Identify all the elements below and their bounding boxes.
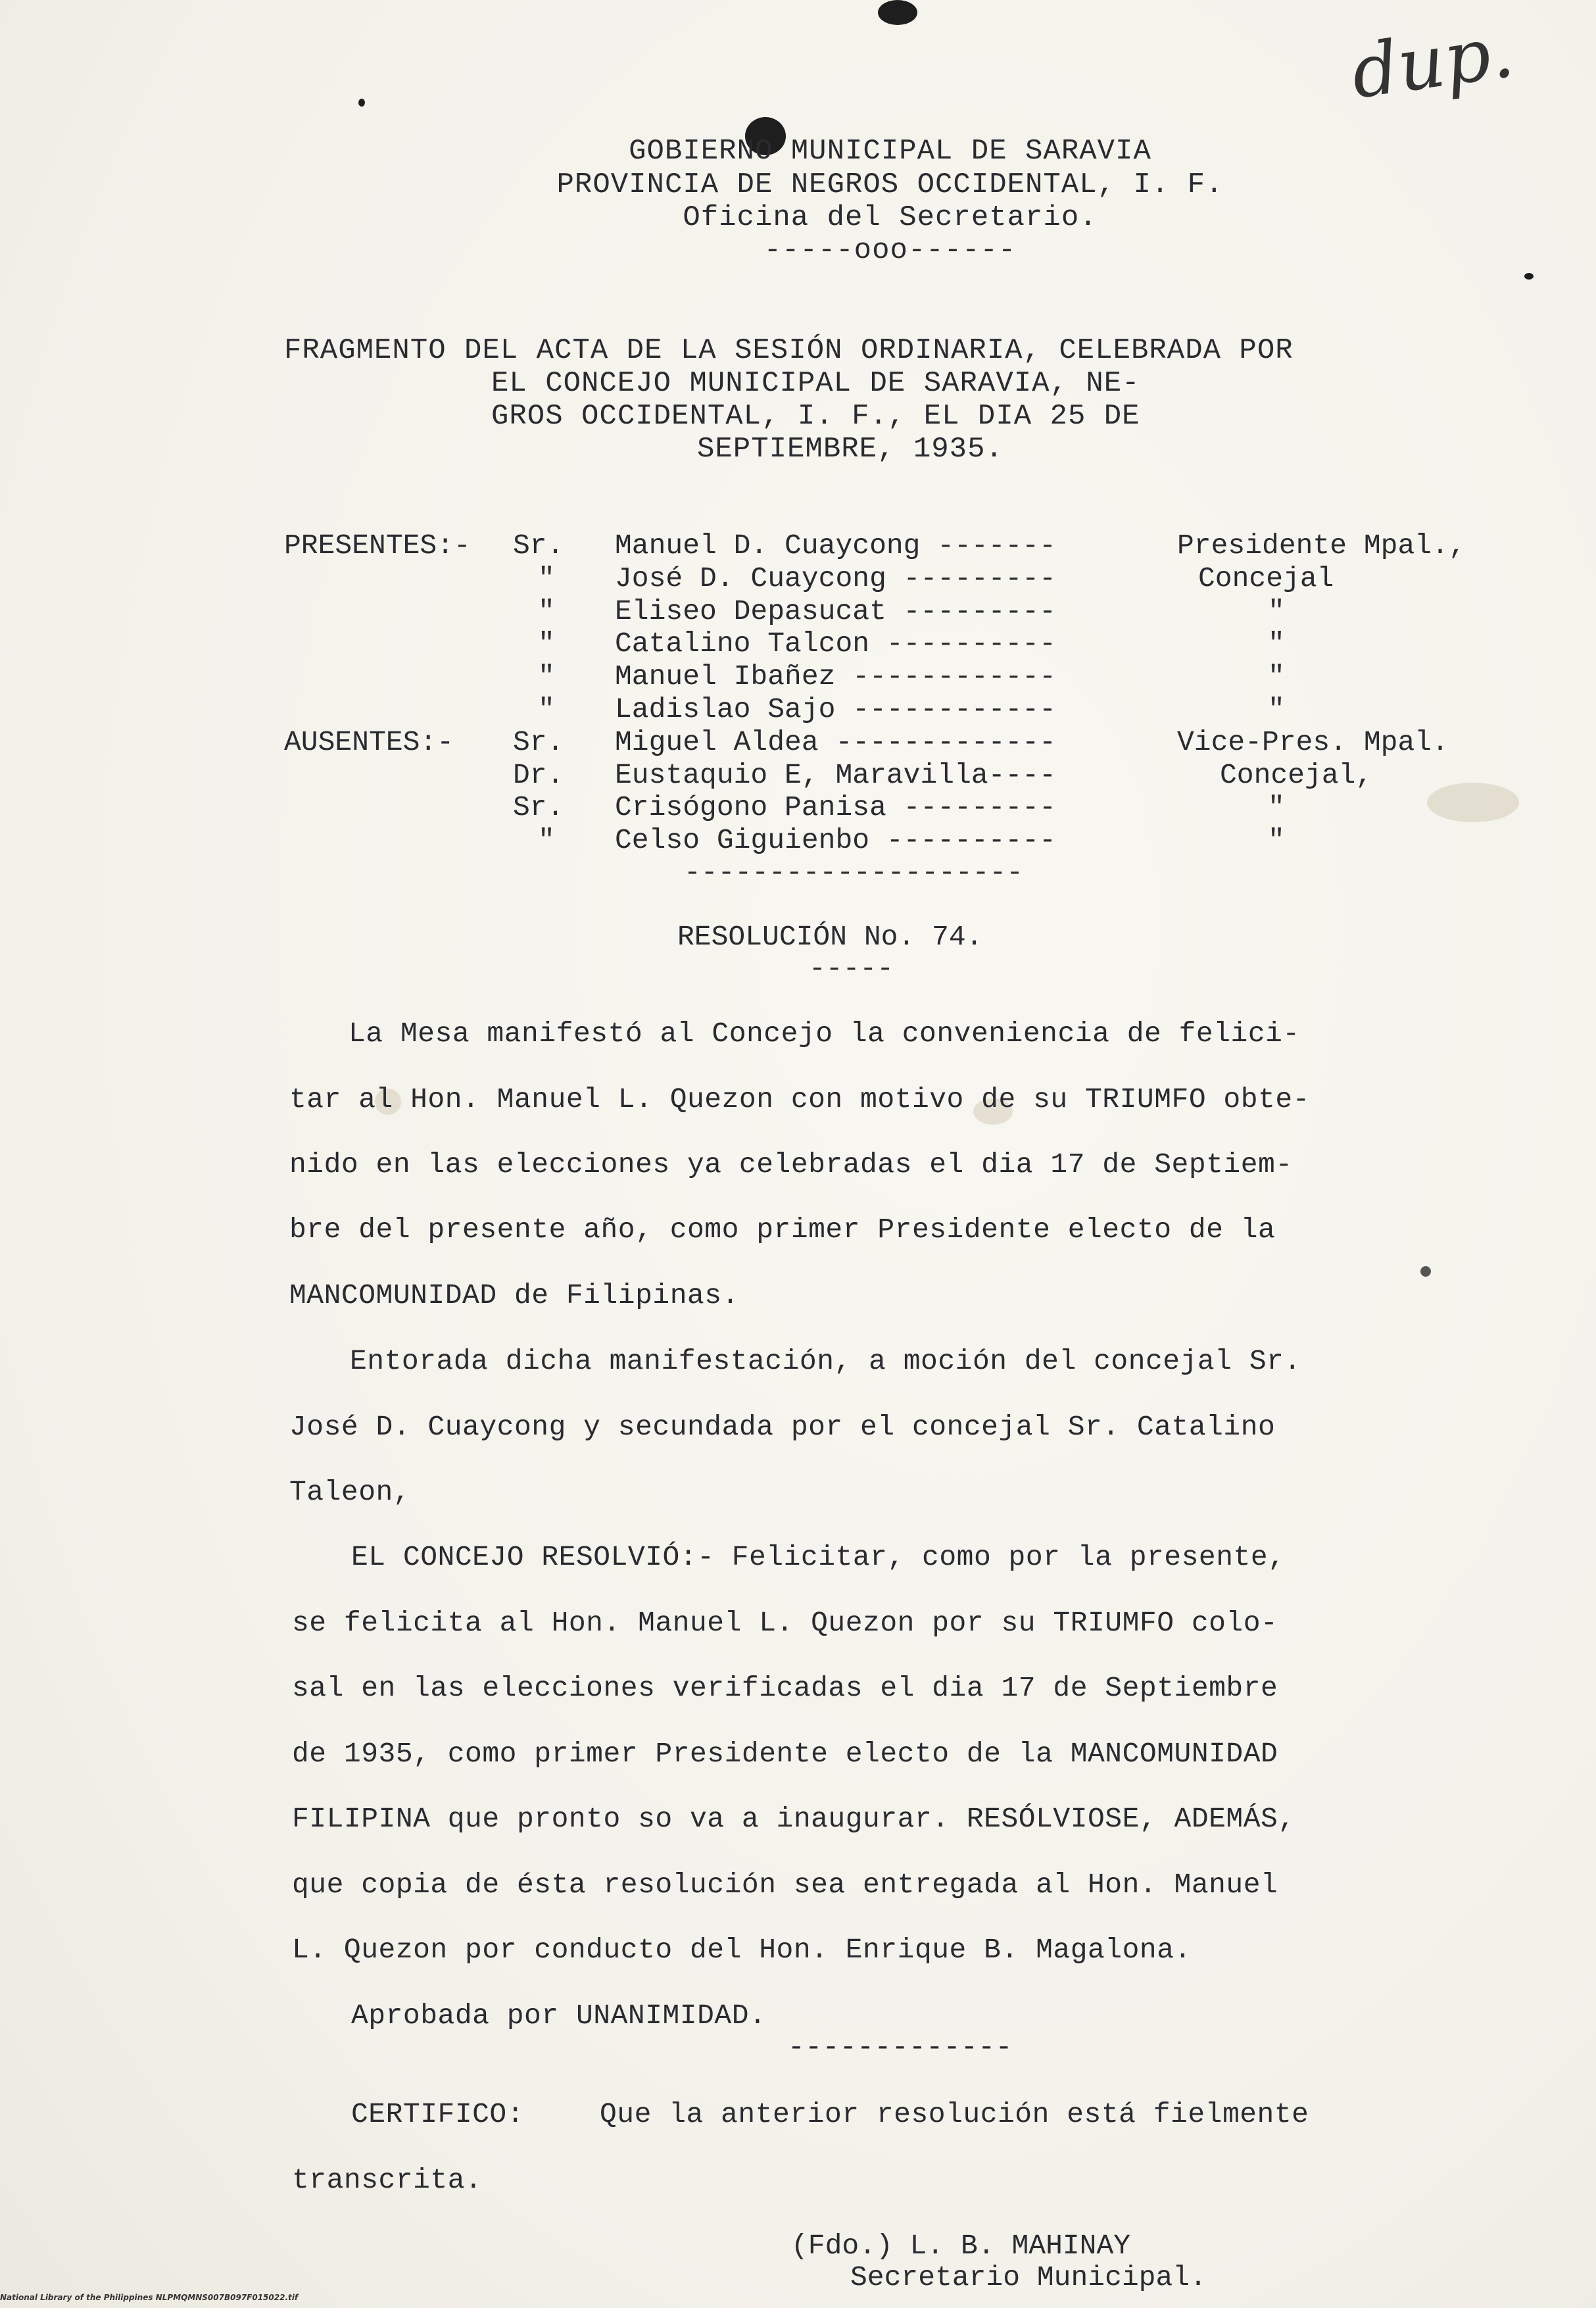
p3-line-4: de 1935, como primer Presidente electo de la MANCOMUNIDAD bbox=[292, 1738, 1278, 1770]
stain-2 bbox=[1427, 783, 1519, 822]
title-line-2: EL CONCEJO MUNICIPAL DE SARAVIA, NE- bbox=[491, 367, 1140, 400]
ausentes-label: AUSENTES:- bbox=[284, 726, 454, 758]
certifico-label: CERTIFICO: bbox=[351, 2098, 525, 2130]
p2-line-3: Taleon, bbox=[289, 1476, 411, 1508]
p3-line-2: se felicita al Hon. Manuel L. Quezon por su TRIUMFO colo- bbox=[292, 1607, 1278, 1639]
p3-line-1: EL CONCEJO RESOLVIÓ:- Felicitar, como por la presente, bbox=[351, 1541, 1286, 1573]
header-separator: -----ooo------ bbox=[763, 234, 1017, 267]
ink-dot-mid bbox=[1420, 1266, 1431, 1277]
ink-blot-top bbox=[878, 0, 917, 25]
p3-line-7: L. Quezon por conducto del Hon. Enrique B. Magalona. bbox=[292, 1934, 1192, 1966]
attendance-name: Ladislao Sajo ------------ bbox=[615, 693, 1056, 725]
p3-line-3: sal en las elecciones verificadas el dia 17 de Septiembre bbox=[292, 1672, 1278, 1704]
p2-line-2: José D. Cuaycong y secundada por el concejal Sr. Catalino bbox=[289, 1411, 1276, 1443]
certifico-line-2: transcrita. bbox=[292, 2164, 483, 2196]
signature-line-2: Secretario Municipal. bbox=[850, 2261, 1207, 2294]
header-line-2: PROVINCIA DE NEGROS OCCIDENTAL, I. F. bbox=[556, 168, 1224, 201]
attendance-role: " bbox=[1268, 595, 1285, 627]
attendance-name: Catalino Talcon ---------- bbox=[615, 627, 1056, 660]
resolution-title: RESOLUCIÓN No. 74. bbox=[677, 921, 983, 953]
footer-note: National Library of the Philippines NLPMQMNS007B097F015022.tif bbox=[0, 2293, 299, 2302]
attendance-prefix: " bbox=[538, 562, 555, 595]
attendance-prefix: Sr. bbox=[513, 529, 564, 562]
attendance-role: Concejal, bbox=[1220, 759, 1373, 791]
attendance-prefix: " bbox=[538, 693, 555, 725]
signature-line-1: (Fdo.) L. B. MAHINAY bbox=[791, 2230, 1131, 2262]
p1-line-4: bre del presente año, como primer Presidente electo de la bbox=[289, 1214, 1276, 1246]
attendance-name: Manuel Ibañez ------------ bbox=[615, 660, 1056, 693]
attendance-prefix: " bbox=[538, 824, 555, 856]
attendance-role: " bbox=[1268, 791, 1285, 823]
approval-separator: ------------- bbox=[788, 2031, 1013, 2063]
attendance-name: Celso Giguienbo ---------- bbox=[615, 824, 1056, 856]
approval-text: Aprobada por UNANIMIDAD. bbox=[351, 2000, 767, 2032]
attendance-name: José D. Cuaycong --------- bbox=[615, 562, 1056, 595]
attendance-prefix: Sr. bbox=[513, 791, 564, 823]
attendance-name: Eliseo Depasucat --------- bbox=[615, 595, 1056, 627]
ink-dot-right bbox=[1524, 273, 1534, 280]
attendance-name: Manuel D. Cuaycong ------- bbox=[615, 529, 1056, 562]
attendance-role: Concejal bbox=[1198, 562, 1334, 595]
certifico-text: Que la anterior resolución está fielmente bbox=[600, 2098, 1309, 2130]
attendance-prefix: " bbox=[538, 627, 555, 660]
attendance-role: " bbox=[1268, 660, 1285, 693]
attendance-role: " bbox=[1268, 824, 1285, 856]
header-line-3: Oficina del Secretario. bbox=[683, 201, 1098, 234]
title-line-3: GROS OCCIDENTAL, I. F., EL DIA 25 DE bbox=[491, 400, 1140, 433]
attendance-prefix: Dr. bbox=[513, 759, 564, 791]
p1-line-1: La Mesa manifestó al Concejo la conveniencia de felici- bbox=[349, 1018, 1300, 1050]
p2-line-1: Entorada dicha manifestación, a moción del concejal Sr. bbox=[350, 1345, 1301, 1377]
attendance-name: Eustaquio E, Maravilla---- bbox=[615, 759, 1056, 791]
attendance-role: Presidente Mpal., bbox=[1177, 529, 1466, 562]
attendance-name: Crisógono Panisa --------- bbox=[615, 791, 1056, 823]
attendance-role: Vice-Pres. Mpal. bbox=[1177, 726, 1449, 758]
title-line-4: SEPTIEMBRE, 1935. bbox=[697, 433, 1004, 466]
p1-line-3: nido en las elecciones ya celebradas el dia 17 de Septiem- bbox=[289, 1148, 1293, 1181]
attendance-name: Miguel Aldea ------------- bbox=[615, 726, 1056, 758]
handwritten-note: dup. bbox=[1346, 9, 1519, 115]
ink-dot-left bbox=[358, 99, 365, 107]
p3-line-5: FILIPINA que pronto so va a inaugurar. RESÓLVIOSE, ADEMÁS, bbox=[292, 1803, 1295, 1835]
header-line-1: GOBIERNO MUNICIPAL DE SARAVIA bbox=[629, 135, 1151, 168]
p3-line-6: que copia de ésta resolución sea entregada al Hon. Manuel bbox=[292, 1869, 1278, 1901]
attendance-prefix: " bbox=[538, 595, 555, 627]
p1-line-5: MANCOMUNIDAD de Filipinas. bbox=[289, 1279, 739, 1312]
attendance-separator: -------------------- bbox=[684, 856, 1024, 889]
attendance-role: " bbox=[1268, 627, 1285, 660]
presentes-label: PRESENTES:- bbox=[284, 529, 471, 562]
p1-line-2: tar al Hon. Manuel L. Quezon con motivo de su TRIUMFO obte- bbox=[289, 1083, 1310, 1116]
attendance-prefix: " bbox=[538, 660, 555, 693]
resolution-title-underline: ----- bbox=[809, 952, 894, 985]
attendance-role: " bbox=[1268, 693, 1285, 725]
attendance-prefix: Sr. bbox=[513, 726, 564, 758]
title-line-1: FRAGMENTO DEL ACTA DE LA SESIÓN ORDINARIA, CELEBRADA POR bbox=[284, 334, 1294, 367]
